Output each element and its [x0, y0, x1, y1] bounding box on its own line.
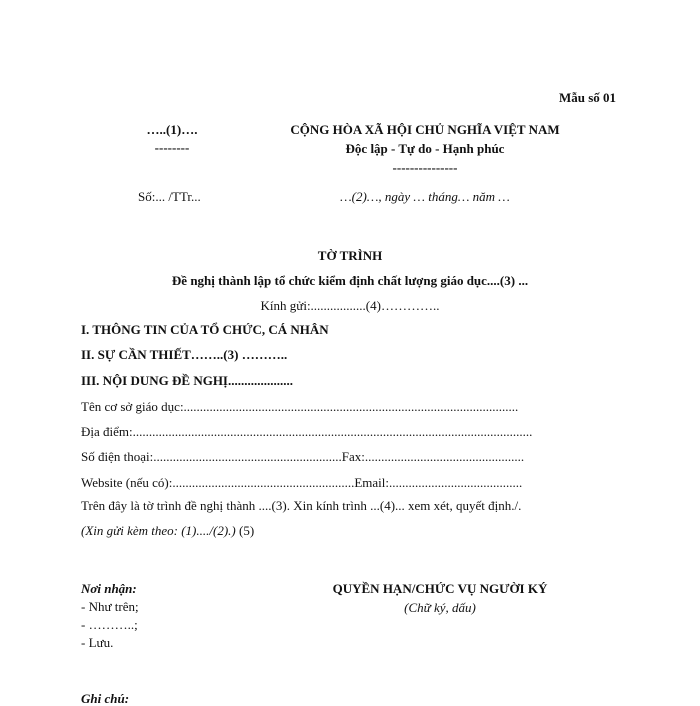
signature-block [290, 582, 590, 614]
right-header [250, 123, 600, 174]
closing-statement: Trên đây là tờ trình đề nghị thành ....(3). Xin kính trình ...(4)... xem xét, quyết định./. [81, 498, 522, 513]
attachment-line [81, 524, 254, 537]
document-title: TỜ TRÌNH [317, 248, 383, 263]
section-3-heading: III. NỘI DUNG ĐỀ NGHỊ.................... [81, 373, 293, 388]
signer-note: (Chữ ký, dấu) [404, 600, 476, 615]
document-number: Số:... /TTr... [138, 189, 201, 204]
attachment-text: (Xin gửi kèm theo: (1)..../(2).) [81, 523, 236, 538]
section-2-heading: II. SỰ CẦN THIẾT……..(3) ……….. [81, 347, 288, 362]
field-location: Địa điểm:........................................................................................................................... [81, 424, 533, 439]
org-underline: -------- [154, 140, 190, 155]
issuing-org: …..(1)…. [146, 122, 198, 137]
document-subtitle: Đề nghị thành lập tổ chức kiểm định chất lượng giáo dục....(3) ... [171, 273, 529, 288]
attachment-suffix: (5) [235, 523, 255, 538]
recipients-block [81, 582, 139, 649]
recipient-item: - ………..; [81, 617, 138, 632]
field-phone-fax: Số điện thoại:..........................................................Fax:................................................. [81, 449, 525, 464]
recipient-item: - Như trên; [81, 599, 139, 614]
signer-title: QUYỀN HẠN/CHỨC VỤ NGƯỜI KÝ [332, 581, 548, 596]
field-school-name: Tên cơ sở giáo dục:....................................................................................................... [81, 399, 519, 414]
motto-underline: --------------- [392, 160, 458, 175]
left-header [118, 123, 226, 154]
recipient-item: - Lưu. [81, 635, 114, 650]
note-heading: Ghi chú: [81, 691, 130, 706]
nation-name: CỘNG HÒA XÃ HỘI CHỦ NGHĨA VIỆT NAM [290, 122, 560, 137]
motto: Độc lập - Tự do - Hạnh phúc [345, 141, 505, 156]
form-code: Mẫu số 01 [558, 90, 616, 105]
recipients-heading: Nơi nhận: [81, 581, 137, 596]
recipient-line: Kính gửi:.................(4)………….. [260, 298, 440, 313]
date-line: …(2)…, ngày … tháng… năm … [340, 189, 510, 204]
field-website-email: Website (nếu có):........................................................Email:......................................... [81, 475, 523, 490]
section-1-heading: I. THÔNG TIN CỦA TỔ CHỨC, CÁ NHÂN [81, 322, 329, 337]
